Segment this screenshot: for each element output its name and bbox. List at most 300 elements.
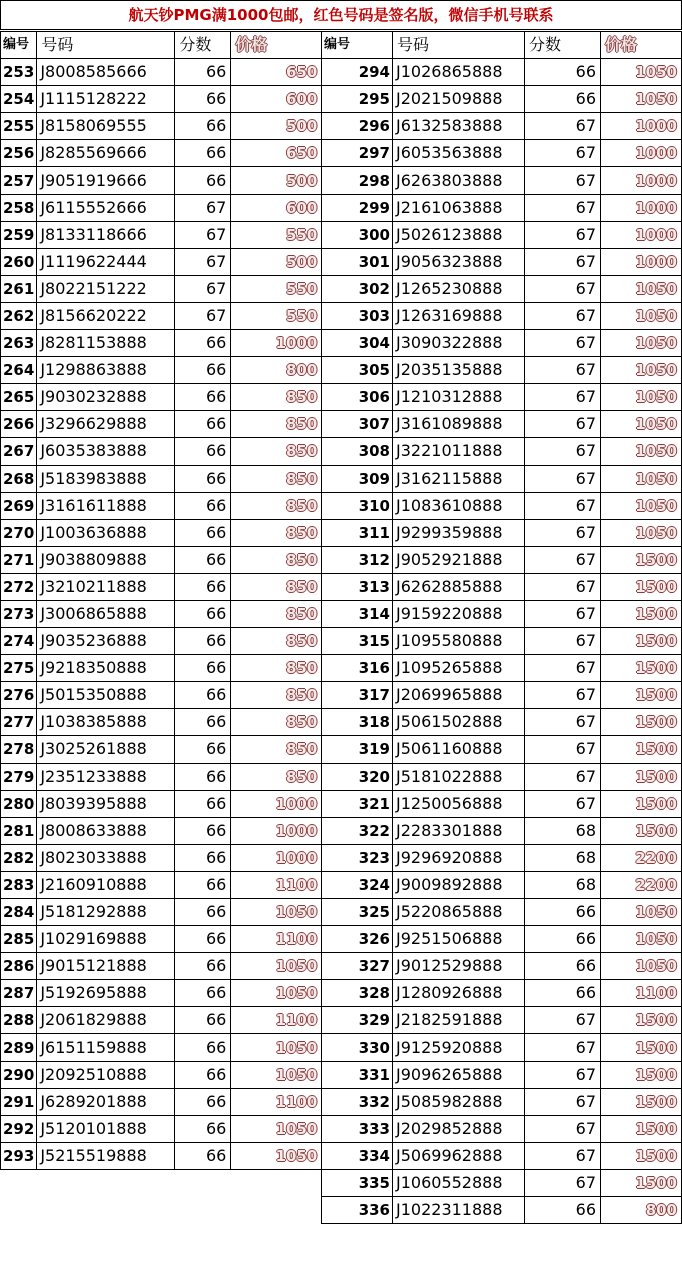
cell-score: 67 [525, 221, 601, 248]
cell-price: 1000 [601, 221, 682, 248]
cell-code: J8158069555 [37, 113, 175, 140]
table-row [322, 86, 682, 113]
table-row [1, 275, 322, 302]
cell-id: 271 [1, 546, 37, 573]
cell-price: 1500 [601, 573, 682, 600]
cell-id: 302 [322, 275, 393, 302]
cell-score: 66 [175, 980, 231, 1007]
table-row [322, 763, 682, 790]
cell-code: J8039395888 [37, 790, 175, 817]
cell-code: J1060552888 [393, 1169, 525, 1196]
cell-score: 66 [175, 953, 231, 980]
cell-score: 66 [525, 926, 601, 953]
cell-score: 66 [175, 736, 231, 763]
cell-code: J6035383888 [37, 438, 175, 465]
cell-code: J9218350888 [37, 655, 175, 682]
cell-id: 287 [1, 980, 37, 1007]
table-row [1, 411, 322, 438]
cell-id: 257 [1, 167, 37, 194]
cell-code: J8156620222 [37, 302, 175, 329]
cell-id: 318 [322, 709, 393, 736]
cell-id: 290 [1, 1061, 37, 1088]
cell-id: 292 [1, 1115, 37, 1142]
cell-score: 67 [525, 167, 601, 194]
table-row [322, 1169, 682, 1196]
cell-code: J3162115888 [393, 465, 525, 492]
cell-price: 1050 [601, 411, 682, 438]
table-header-row [1, 32, 322, 59]
table-row [322, 302, 682, 329]
cell-id: 278 [1, 736, 37, 763]
cell-id: 276 [1, 682, 37, 709]
cell-code: J1280926888 [393, 980, 525, 1007]
cell-code: J5069962888 [393, 1142, 525, 1169]
cell-price: 1050 [231, 1034, 322, 1061]
cell-id: 283 [1, 871, 37, 898]
cell-id: 314 [322, 600, 393, 627]
table-row [1, 59, 322, 86]
table-row [1, 167, 322, 194]
cell-code: J8022151222 [37, 275, 175, 302]
table-row [322, 492, 682, 519]
cell-code: J3006865888 [37, 600, 175, 627]
table-row [1, 817, 322, 844]
cell-score: 67 [175, 194, 231, 221]
cell-score: 66 [175, 899, 231, 926]
cell-code: J5085982888 [393, 1088, 525, 1115]
cell-score: 67 [525, 790, 601, 817]
cell-price: 1050 [231, 899, 322, 926]
table-row [322, 330, 682, 357]
cell-price: 1050 [601, 275, 682, 302]
cell-code: J1083610888 [393, 492, 525, 519]
cell-code: J2351233888 [37, 763, 175, 790]
cell-score: 66 [175, 113, 231, 140]
cell-id: 335 [322, 1169, 393, 1196]
price-table-left [0, 31, 322, 1170]
cell-code: J1263169888 [393, 302, 525, 329]
cell-score: 67 [525, 573, 601, 600]
cell-price: 1000 [231, 844, 322, 871]
cell-id: 262 [1, 302, 37, 329]
cell-code: J6115552666 [37, 194, 175, 221]
cell-code: J5215519888 [37, 1142, 175, 1169]
cell-score: 67 [525, 1142, 601, 1169]
cell-code: J6151159888 [37, 1034, 175, 1061]
cell-score: 66 [175, 1115, 231, 1142]
cell-price: 1050 [601, 59, 682, 86]
cell-price: 1050 [601, 302, 682, 329]
cell-score: 67 [525, 1034, 601, 1061]
cell-id: 317 [322, 682, 393, 709]
table-row [1, 1034, 322, 1061]
cell-code: J1210312888 [393, 384, 525, 411]
cell-code: J1038385888 [37, 709, 175, 736]
cell-code: J1003636888 [37, 519, 175, 546]
cell-code: J5026123888 [393, 221, 525, 248]
cell-price: 1000 [601, 248, 682, 275]
cell-id: 295 [322, 86, 393, 113]
cell-price: 1500 [601, 1034, 682, 1061]
cell-price: 1500 [601, 736, 682, 763]
cell-score: 66 [525, 59, 601, 86]
cell-score: 66 [175, 357, 231, 384]
table-row [1, 302, 322, 329]
cell-score: 66 [175, 926, 231, 953]
cell-score: 66 [175, 140, 231, 167]
cell-price: 2200 [601, 871, 682, 898]
cell-price: 800 [601, 1197, 682, 1224]
table-row [1, 871, 322, 898]
cell-price: 1050 [601, 465, 682, 492]
cell-score: 67 [525, 302, 601, 329]
cell-code: J9296920888 [393, 844, 525, 871]
cell-price: 850 [231, 573, 322, 600]
cell-score: 67 [525, 1115, 601, 1142]
table-body-left [1, 32, 322, 1170]
table-row [1, 1007, 322, 1034]
cell-code: J1119622444 [37, 248, 175, 275]
cell-code: J6263803888 [393, 167, 525, 194]
cell-price: 1500 [601, 546, 682, 573]
cell-code: J1265230888 [393, 275, 525, 302]
header-id: 编号 [1, 32, 37, 59]
table-row [1, 248, 322, 275]
cell-code: J9056323888 [393, 248, 525, 275]
header-score: 分数 [525, 32, 601, 59]
cell-price: 800 [231, 357, 322, 384]
cell-score: 66 [525, 980, 601, 1007]
cell-score: 66 [525, 1197, 601, 1224]
cell-price: 1050 [601, 330, 682, 357]
cell-price: 600 [231, 86, 322, 113]
cell-price: 1500 [601, 817, 682, 844]
cell-id: 267 [1, 438, 37, 465]
cell-id: 324 [322, 871, 393, 898]
cell-id: 330 [322, 1034, 393, 1061]
cell-score: 66 [175, 573, 231, 600]
price-table-right [321, 31, 682, 1224]
table-row [1, 1061, 322, 1088]
table-row [1, 140, 322, 167]
cell-score: 67 [525, 519, 601, 546]
cell-code: J9051919666 [37, 167, 175, 194]
cell-code: J1095265888 [393, 655, 525, 682]
cell-id: 260 [1, 248, 37, 275]
cell-code: J9159220888 [393, 600, 525, 627]
cell-id: 313 [322, 573, 393, 600]
cell-score: 67 [525, 113, 601, 140]
cell-score: 67 [525, 736, 601, 763]
cell-price: 1500 [601, 1115, 682, 1142]
cell-score: 67 [525, 682, 601, 709]
cell-score: 67 [525, 600, 601, 627]
cell-score: 67 [525, 546, 601, 573]
header-score: 分数 [175, 32, 231, 59]
cell-code: J2092510888 [37, 1061, 175, 1088]
cell-code: J9015121888 [37, 953, 175, 980]
cell-id: 316 [322, 655, 393, 682]
cell-price: 1050 [601, 492, 682, 519]
cell-code: J1298863888 [37, 357, 175, 384]
cell-price: 1050 [231, 1061, 322, 1088]
cell-id: 280 [1, 790, 37, 817]
cell-id: 320 [322, 763, 393, 790]
cell-score: 66 [175, 844, 231, 871]
table-row [1, 1142, 322, 1169]
table-row [1, 790, 322, 817]
table-row [1, 438, 322, 465]
table-row [1, 980, 322, 1007]
cell-price: 1000 [231, 330, 322, 357]
cell-price: 500 [231, 248, 322, 275]
cell-score: 66 [525, 953, 601, 980]
cell-score: 67 [525, 709, 601, 736]
table-row [322, 438, 682, 465]
cell-price: 1500 [601, 709, 682, 736]
cell-id: 312 [322, 546, 393, 573]
cell-price: 1500 [601, 790, 682, 817]
table-row [1, 194, 322, 221]
cell-code: J2021509888 [393, 86, 525, 113]
cell-id: 284 [1, 899, 37, 926]
table-row [1, 763, 322, 790]
cell-code: J5061502888 [393, 709, 525, 736]
cell-id: 296 [322, 113, 393, 140]
cell-id: 274 [1, 628, 37, 655]
cell-score: 66 [175, 655, 231, 682]
cell-code: J6132583888 [393, 113, 525, 140]
cell-price: 650 [231, 59, 322, 86]
table-body-right [322, 32, 682, 1224]
cell-id: 307 [322, 411, 393, 438]
cell-price: 1500 [601, 1007, 682, 1034]
cell-score: 67 [525, 1169, 601, 1196]
cell-code: J5192695888 [37, 980, 175, 1007]
cell-price: 1000 [601, 113, 682, 140]
cell-score: 68 [525, 871, 601, 898]
cell-code: J1026865888 [393, 59, 525, 86]
cell-score: 68 [525, 817, 601, 844]
cell-price: 1000 [601, 167, 682, 194]
table-row [1, 546, 322, 573]
cell-score: 67 [525, 438, 601, 465]
cell-score: 66 [175, 465, 231, 492]
cell-price: 1500 [601, 682, 682, 709]
cell-price: 850 [231, 655, 322, 682]
cell-code: J2160910888 [37, 871, 175, 898]
cell-score: 67 [525, 140, 601, 167]
cell-score: 66 [175, 86, 231, 113]
table-row [1, 221, 322, 248]
cell-id: 331 [322, 1061, 393, 1088]
cell-code: J8023033888 [37, 844, 175, 871]
cell-price: 1500 [601, 763, 682, 790]
cell-price: 1050 [601, 438, 682, 465]
cell-score: 66 [175, 1142, 231, 1169]
table-row [1, 628, 322, 655]
cell-score: 67 [525, 411, 601, 438]
cell-score: 66 [175, 709, 231, 736]
cell-price: 1100 [601, 980, 682, 1007]
cell-id: 273 [1, 600, 37, 627]
cell-score: 66 [175, 59, 231, 86]
table-row [1, 926, 322, 953]
cell-score: 66 [525, 86, 601, 113]
cell-id: 282 [1, 844, 37, 871]
table-row [322, 953, 682, 980]
cell-id: 291 [1, 1088, 37, 1115]
cell-score: 66 [175, 790, 231, 817]
header-id: 编号 [322, 32, 393, 59]
table-row [322, 709, 682, 736]
cell-id: 336 [322, 1197, 393, 1224]
cell-id: 301 [322, 248, 393, 275]
cell-id: 264 [1, 357, 37, 384]
cell-id: 319 [322, 736, 393, 763]
cell-code: J1095580888 [393, 628, 525, 655]
cell-score: 67 [525, 275, 601, 302]
cell-id: 253 [1, 59, 37, 86]
cell-price: 1050 [231, 953, 322, 980]
table-header-row [322, 32, 682, 59]
cell-price: 850 [231, 519, 322, 546]
table-row [322, 194, 682, 221]
cell-code: J9035236888 [37, 628, 175, 655]
cell-code: J1250056888 [393, 790, 525, 817]
table-row [322, 573, 682, 600]
cell-score: 66 [175, 1007, 231, 1034]
cell-id: 285 [1, 926, 37, 953]
table-row [322, 275, 682, 302]
cell-price: 600 [231, 194, 322, 221]
cell-score: 67 [525, 628, 601, 655]
cell-id: 265 [1, 384, 37, 411]
table-row [322, 817, 682, 844]
cell-price: 1050 [601, 926, 682, 953]
cell-id: 303 [322, 302, 393, 329]
cell-id: 258 [1, 194, 37, 221]
cell-price: 850 [231, 411, 322, 438]
table-row [322, 899, 682, 926]
cell-price: 850 [231, 546, 322, 573]
cell-id: 299 [322, 194, 393, 221]
table-row [322, 655, 682, 682]
cell-price: 1050 [601, 519, 682, 546]
cell-price: 1500 [601, 1142, 682, 1169]
cell-price: 500 [231, 113, 322, 140]
cell-price: 550 [231, 275, 322, 302]
cell-score: 67 [175, 221, 231, 248]
cell-id: 263 [1, 330, 37, 357]
cell-id: 323 [322, 844, 393, 871]
cell-code: J3161089888 [393, 411, 525, 438]
cell-price: 550 [231, 221, 322, 248]
cell-score: 66 [175, 628, 231, 655]
cell-price: 850 [231, 492, 322, 519]
cell-score: 66 [175, 817, 231, 844]
table-row [322, 736, 682, 763]
cell-score: 66 [175, 519, 231, 546]
cell-code: J9038809888 [37, 546, 175, 573]
cell-price: 1100 [231, 1088, 322, 1115]
table-row [322, 519, 682, 546]
cell-score: 66 [175, 600, 231, 627]
cell-score: 66 [175, 438, 231, 465]
cell-id: 275 [1, 655, 37, 682]
table-row [322, 926, 682, 953]
cell-price: 1050 [231, 980, 322, 1007]
table-row [322, 113, 682, 140]
table-row [322, 248, 682, 275]
cell-id: 261 [1, 275, 37, 302]
cell-code: J8133118666 [37, 221, 175, 248]
cell-price: 550 [231, 302, 322, 329]
cell-id: 298 [322, 167, 393, 194]
cell-id: 266 [1, 411, 37, 438]
header-code: 号码 [37, 32, 175, 59]
table-row [1, 600, 322, 627]
cell-id: 272 [1, 573, 37, 600]
table-row [322, 59, 682, 86]
cell-score: 66 [175, 1088, 231, 1115]
table-row [1, 330, 322, 357]
cell-id: 259 [1, 221, 37, 248]
table-row [322, 682, 682, 709]
cell-id: 310 [322, 492, 393, 519]
cell-score: 67 [525, 492, 601, 519]
cell-code: J8008585666 [37, 59, 175, 86]
table-row [322, 1197, 682, 1224]
cell-price: 850 [231, 438, 322, 465]
table-row [1, 519, 322, 546]
table-row [322, 221, 682, 248]
cell-price: 1100 [231, 871, 322, 898]
cell-price: 1000 [231, 817, 322, 844]
cell-id: 329 [322, 1007, 393, 1034]
cell-score: 66 [175, 167, 231, 194]
cell-price: 850 [231, 763, 322, 790]
cell-id: 254 [1, 86, 37, 113]
cell-code: J8281153888 [37, 330, 175, 357]
header-price: 价格 [231, 32, 322, 59]
table-row [322, 465, 682, 492]
banner-title: 航天钞PMG满1000包邮，红色号码是签名版，微信手机号联系 [0, 0, 682, 30]
cell-id: 326 [322, 926, 393, 953]
cell-score: 67 [175, 248, 231, 275]
cell-price: 1050 [601, 953, 682, 980]
cell-price: 1500 [601, 600, 682, 627]
cell-id: 321 [322, 790, 393, 817]
table-row [322, 871, 682, 898]
cell-price: 850 [231, 465, 322, 492]
cell-id: 297 [322, 140, 393, 167]
cell-price: 1050 [601, 86, 682, 113]
cell-id: 286 [1, 953, 37, 980]
cell-code: J2029852888 [393, 1115, 525, 1142]
cell-id: 322 [322, 817, 393, 844]
cell-price: 1000 [601, 194, 682, 221]
cell-score: 67 [175, 302, 231, 329]
cell-code: J3161611888 [37, 492, 175, 519]
table-row [322, 546, 682, 573]
cell-code: J6053563888 [393, 140, 525, 167]
cell-score: 67 [525, 763, 601, 790]
table-row [1, 655, 322, 682]
cell-id: 328 [322, 980, 393, 1007]
cell-score: 66 [525, 899, 601, 926]
cell-id: 327 [322, 953, 393, 980]
